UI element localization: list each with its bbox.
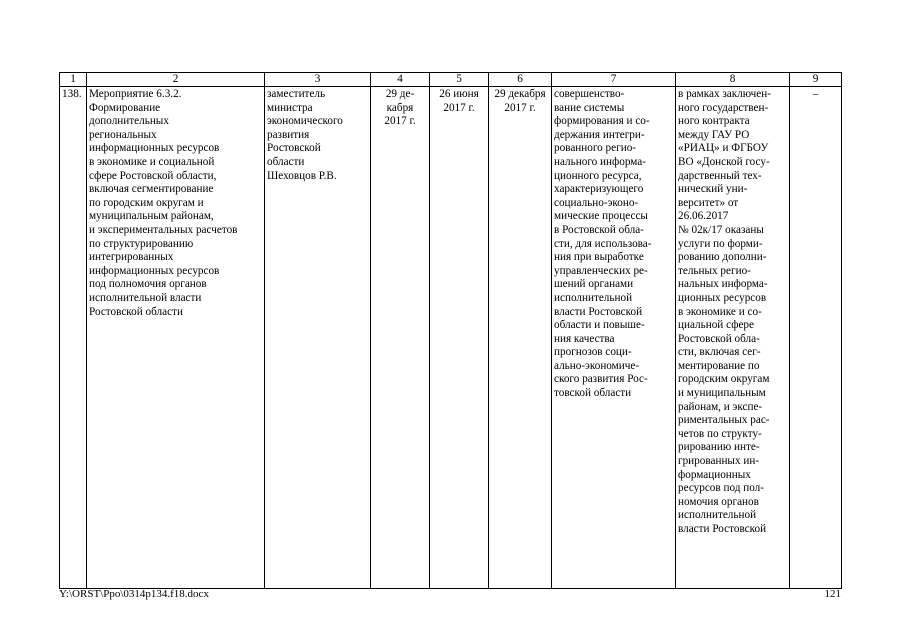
cell-text-line: дополнительных [89,115,169,128]
cell-text-line: муниципальным районам, [89,210,214,223]
cell-text-line: Ростовской обла- [678,332,760,345]
cell-text-line: 29 декабря [494,88,546,100]
col-header-2: 2 [87,73,265,87]
col-header-8: 8 [676,73,790,87]
cell-text-line: мические процессы [554,210,648,223]
cell-text-line: четов по структу- [678,427,762,440]
activity-cell [87,87,265,589]
cell-text-line: кабря [386,101,414,114]
cell-text-line: развития [267,128,310,141]
cell-text-line: сти, включая сег- [678,346,761,359]
cell-text-line: совершенство- [554,88,625,100]
cell-text-line: ского развития Рос- [554,373,648,386]
cell-text-line: формирования и со- [554,115,650,128]
cell-text-line: интегрированных [89,251,174,264]
cell-text-line: в экономике и со- [678,305,762,318]
cell-text-line: включая сегментирование [89,183,214,196]
actual-result-cell [676,87,790,589]
cell-text-line: ционных ресурсов [678,291,767,304]
cell-text-line: министра [267,101,313,114]
cell-text-line: тельных регио- [678,264,751,277]
cell-text-line: ресурсов под пол- [678,482,764,495]
cell-text-line: власти Ростовской [678,523,767,535]
cell-text-line: ного государствен- [678,101,769,114]
cell-text-line: ально-экономиче- [554,359,640,372]
cell-text-line: держания интегри- [554,128,645,141]
col-header-6: 6 [489,73,552,87]
cell-text-line: информационных ресурсов [89,142,220,155]
col-header-9: 9 [790,73,842,87]
cell-text-line: сфере Ростовской области, [89,169,217,182]
cell-text-line: Ростовской [267,142,321,155]
cell-text-line: под полномочия органов [89,278,207,291]
responsible-cell [265,87,371,589]
start-date-cell [430,87,489,589]
cell-text-line: ВО «Донской госу- [678,155,770,168]
cell-text-line: Мероприятие 6.3.2. [89,88,182,100]
expected-result-cell [552,87,676,589]
cell-text-line: 2017 г. [384,115,416,128]
cell-text-line: по городским округам и [89,196,204,209]
cell-text-line: исполнительной [678,509,757,522]
cell-text-line: управленческих ре- [554,264,648,277]
cell-text-line: прогнозов соци- [554,346,632,359]
cell-text-line: № 02к/17 оказаны [678,223,764,236]
cell-text-line: информационных ресурсов [89,264,220,277]
plan-table [59,72,842,589]
planned-date-cell [371,87,430,589]
cell-text-line: риментальных рас- [678,414,770,427]
col-header-3: 3 [265,73,371,87]
cell-text-line: районам, и экспе- [678,400,763,413]
cell-text-line: шений органами [554,278,634,291]
cell-text-line: городским округам [678,373,770,386]
cell-text-line: верситет» от [678,196,739,209]
cell-text-line: нальных информа- [678,278,768,291]
cell-text-line: 29 де- [385,88,415,100]
end-date-cell [489,87,552,589]
cell-text-line: Формирование [89,101,161,114]
cell-text-line: грированных ин- [678,455,760,468]
col-header-7: 7 [552,73,676,87]
cell-text-line: рованию дополни- [678,251,767,264]
cell-text-line: и экспериментальных расчетов [89,223,238,236]
row-number: 138. [60,87,87,589]
table-row [60,87,842,589]
cell-text-line: рованного регио- [554,142,637,155]
cell-text-line: номочия органов [678,495,759,508]
cell-text-line: ционного ресурса, [554,169,642,182]
col-header-5: 5 [430,73,489,87]
cell-text-line: услуги по форми- [678,237,763,250]
cell-text-line: Ростовской области [89,305,183,318]
cell-text-line: области [267,155,305,168]
col-header-1: 1 [60,73,87,87]
cell-text-line: ментирование по [678,359,760,372]
cell-text-line: по структурированию [89,237,194,250]
header-row [60,73,842,87]
cell-text-line: и муниципальным [678,387,766,400]
cell-text-line: 26 июня [439,88,479,100]
notes-cell: – [790,87,842,589]
cell-text-line: Шеховцов Р.В. [267,169,337,182]
cell-text-line: между ГАУ РО [678,128,750,141]
cell-text-line: заместитель [267,88,326,100]
cell-text-line: экономического [267,115,343,128]
cell-text-line: вание системы [554,101,625,114]
cell-text-line: в экономике и социальной [89,155,215,168]
footer-page-number: 121 [824,588,841,600]
cell-text-line: исполнительной [554,291,633,304]
cell-text-line: власти Ростовской [554,305,643,318]
cell-text-line: характеризующего [554,183,644,196]
cell-text-line: ного контракта [678,115,750,128]
cell-text-line: ния качества [554,332,615,345]
cell-text-line: рированию инте- [678,441,760,454]
cell-text-line: товской области [554,387,632,400]
cell-text-line: в рамках заключен- [678,88,771,100]
cell-text-line: социально-эконо- [554,196,639,209]
footer-file-path: Y:\ORST\Ppo\0314p134.f18.docx [59,588,209,600]
cell-text-line: дарственный тех- [678,169,762,182]
cell-text-line: исполнительной власти [89,291,202,304]
cell-text-line: сти, для использова- [554,237,652,250]
cell-text-line: циальной сфере [678,319,754,332]
cell-text-line: 2017 г. [504,101,536,114]
cell-text-line: «РИАЦ» и ФГБОУ [678,142,769,155]
cell-text-line: ния при выработке [554,251,644,264]
cell-text-line: формационных [678,468,751,481]
cell-text-line: региональных [89,128,157,141]
cell-text-line: 26.06.2017 [678,210,729,223]
cell-text-line: нический уни- [678,183,748,196]
cell-text-line: в Ростовской обла- [554,223,644,236]
cell-text-line: нального информа- [554,155,646,168]
col-header-4: 4 [371,73,430,87]
cell-text-line: 2017 г. [443,101,475,114]
cell-text-line: области и повыше- [554,319,645,332]
